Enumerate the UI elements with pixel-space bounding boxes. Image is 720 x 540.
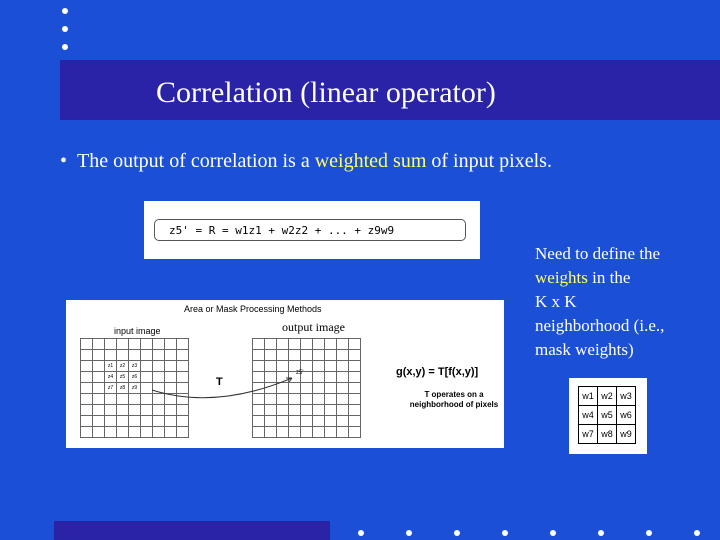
bullet-text-suffix: of input pixels. (426, 150, 552, 172)
decor-dot (62, 44, 68, 50)
side-line-5: mask weights) (535, 340, 634, 359)
side-line-1: Need to define the (535, 244, 661, 263)
decor-dot (62, 26, 68, 32)
window-cell: z4 (105, 372, 117, 383)
operator-label: T (216, 376, 223, 388)
output-pixel-label: z5' (296, 370, 304, 376)
window-cell: z8 (117, 383, 129, 394)
window-cell: z5 (117, 372, 129, 383)
mask-cell: w3 (617, 387, 636, 406)
side-weights-highlight: weights (535, 268, 588, 287)
figure-caption: T operates on a neighborhood of pixels (409, 390, 499, 409)
decor-dot (598, 530, 604, 536)
bullet-highlight: weighted sum (314, 150, 427, 172)
bottom-bar (54, 521, 330, 540)
decor-dot (646, 530, 652, 536)
mask-cell: w8 (598, 425, 617, 444)
side-note (535, 242, 715, 362)
decor-dot (694, 530, 700, 536)
slide-title: Correlation (linear operator) (156, 76, 496, 109)
decor-dot (454, 530, 460, 536)
formula-text: g(x,y) = T[f(x,y)] (396, 366, 479, 378)
decor-dot (502, 530, 508, 536)
equation-text: z5' = R = w1z1 + w2z2 + ... + z9w9 (154, 219, 466, 241)
side-line-3: K x K (535, 292, 577, 311)
figure-area-processing (66, 300, 504, 448)
mask-cell: w5 (598, 406, 617, 425)
equation-box (144, 201, 480, 259)
mask-cell: w9 (617, 425, 636, 444)
window-cell: z9 (129, 383, 141, 394)
bullet-text-prefix: The output of correlation is a (77, 150, 315, 172)
side-line-4: neighborhood (i.e., (535, 316, 665, 335)
decor-dot (550, 530, 556, 536)
figure-title: Area or Mask Processing Methods (184, 304, 322, 314)
window-cell: z1 (105, 361, 117, 372)
title-bar (60, 60, 720, 120)
window-cell: z2 (117, 361, 129, 372)
decor-dot (406, 530, 412, 536)
mask-cell: w2 (598, 387, 617, 406)
window-cell: z6 (129, 372, 141, 383)
figure-output-label: output image (282, 320, 345, 334)
window-cell: z3 (129, 361, 141, 372)
figure-input-label: input image (114, 326, 161, 336)
bullet-marker: • (60, 150, 78, 172)
mask-cell: w7 (579, 425, 598, 444)
side-line-2 (535, 266, 715, 290)
mask-weights-box (569, 378, 647, 454)
mask-weights-table (578, 386, 636, 444)
mask-cell: w1 (579, 387, 598, 406)
bullet-point (60, 150, 552, 173)
window-cell: z7 (105, 383, 117, 394)
decor-dot (358, 530, 364, 536)
mask-cell: w6 (617, 406, 636, 425)
side-line-2-rest: in the (587, 268, 631, 287)
mask-cell: w4 (579, 406, 598, 425)
decor-dot (62, 8, 68, 14)
